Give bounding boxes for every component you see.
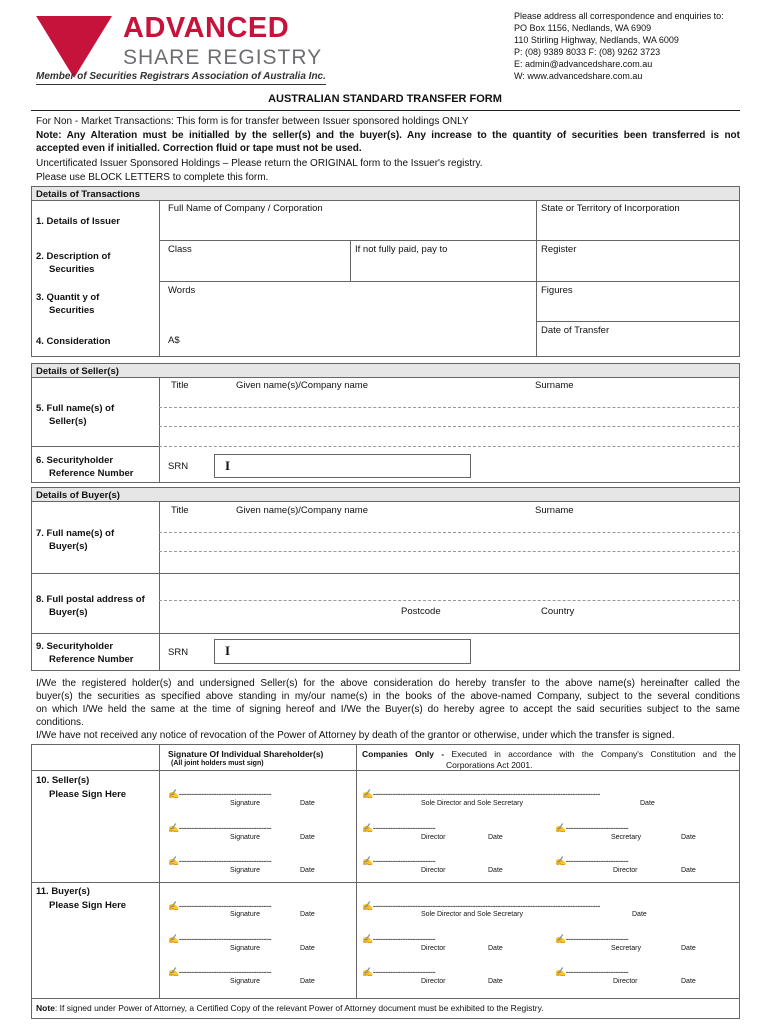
member-text: Member of Securities Registrars Association of Australia Inc. (36, 71, 326, 82)
date-caption: Date (681, 945, 696, 952)
seller-given-col: Given name(s)/Company name (236, 380, 368, 391)
declaration-line: buyer(s) the securities as specified above standing in my/our name(s) in the books of the above-named Company, subject to the several conditions (36, 691, 740, 702)
note-bold: Note (36, 1003, 55, 1013)
divider (31, 770, 740, 771)
state-field[interactable]: State or Territory of Incorporation (541, 203, 680, 214)
signature-line[interactable]: ✍------------------------------------- (168, 856, 272, 866)
seller-sign-label: Please Sign Here (49, 789, 127, 800)
seller-header (31, 363, 740, 378)
date-caption: Date (300, 911, 315, 918)
buyer-ref-label: 9. Securityholder (36, 641, 114, 652)
sole-caption: Sole Director and Sole Secretary (421, 800, 523, 807)
buyer-srn-input[interactable] (214, 639, 471, 664)
buyer-ref-label: Reference Number (49, 654, 134, 665)
country-field[interactable]: Country (541, 606, 575, 617)
signature-caption: Signature (230, 978, 260, 985)
signature-caption: Signature (230, 945, 260, 952)
signature-line[interactable]: ✍------------------------------------- (168, 823, 272, 833)
divider (159, 240, 740, 241)
figures-field[interactable]: Figures (541, 285, 573, 296)
director-caption: Director (421, 945, 446, 952)
company-signature-line[interactable]: ✍------------------------------------------------------------------------------------------- (362, 789, 600, 799)
declaration-line: I/We have not received any notice of revocation of the Power of Attorney by death of the grantor or otherwise, under which the transfer is signed. (36, 730, 675, 741)
director-caption: Director (421, 978, 446, 985)
divider (159, 377, 160, 483)
company-name-field[interactable]: Full Name of Company / Corporation (168, 203, 323, 214)
divider (31, 633, 740, 634)
paid-to-field[interactable]: If not fully paid, pay to (355, 244, 448, 255)
signature-caption: Signature (230, 867, 260, 874)
date-caption: Date (681, 867, 696, 874)
director-line[interactable]: ✍------------------------- (555, 967, 629, 977)
quantity-label: 3. Quantit y of (36, 292, 100, 303)
director-caption: Director (421, 834, 446, 841)
words-field[interactable]: Words (168, 285, 196, 296)
divider (31, 573, 740, 574)
buyer-name-label: 7. Full name(s) of (36, 528, 115, 539)
divider (536, 321, 740, 322)
intro-line: Please use BLOCK LETTERS to complete this form. (36, 172, 269, 183)
divider (350, 240, 351, 281)
signature-caption: Signature (230, 834, 260, 841)
date-caption: Date (300, 945, 315, 952)
seller-name-line[interactable] (159, 426, 740, 427)
buyer-sign-label: Please Sign Here (49, 900, 127, 911)
buyer-header-text: Details of Buyer(s) (36, 490, 120, 501)
director-caption: Director (613, 978, 638, 985)
seller-name-label: 5. Full name(s) of (36, 403, 115, 414)
srn-prefix: I (225, 458, 231, 473)
divider (31, 446, 159, 447)
company-signature-line[interactable]: ✍------------------------------------------------------------------------------------------- (362, 901, 600, 911)
buyer-header (31, 487, 740, 502)
divider (159, 744, 160, 999)
signature-line[interactable]: ✍------------------------------------- (168, 967, 272, 977)
class-field[interactable]: Class (168, 244, 192, 255)
buyer-address-label: Buyer(s) (49, 607, 88, 618)
divider (31, 998, 740, 999)
transactions-box (31, 200, 740, 357)
buyer-title-col: Title (171, 505, 189, 516)
register-field[interactable]: Register (541, 244, 577, 255)
date-caption: Date (488, 834, 503, 841)
contact-email[interactable]: E: admin@advancedshare.com.au (514, 59, 653, 69)
companies-bold: Companies Only - (362, 749, 445, 759)
intro-line: For Non - Market Transactions: This form is for transfer between Issuer sponsored holdings ONLY (36, 116, 469, 127)
intro-note: accepted even if initialled. Correction fluid or tape must not be used. (36, 143, 362, 154)
seller-srn-input[interactable] (214, 454, 471, 478)
buyer-address-label: 8. Full postal address of (36, 594, 145, 605)
date-caption: Date (632, 911, 647, 918)
secretary-caption: Secretary (611, 834, 641, 841)
date-caption: Date (300, 867, 315, 874)
date-caption: Date (488, 978, 503, 985)
date-caption: Date (681, 978, 696, 985)
postcode-field[interactable]: Postcode (401, 606, 441, 617)
divider (536, 200, 537, 357)
buyer-surname-col: Surname (535, 505, 574, 516)
signature-line[interactable]: ✍------------------------------------- (168, 934, 272, 944)
contact-block (514, 10, 724, 82)
transactions-header (31, 186, 740, 201)
buyer-sign-label: 11. Buyer(s) (36, 886, 90, 897)
companies-heading-l2: Corporations Act 2001. (446, 760, 533, 770)
consideration-label: 4. Consideration (36, 336, 111, 347)
seller-surname-col: Surname (535, 380, 574, 391)
director-caption: Director (613, 867, 638, 874)
date-caption: Date (640, 800, 655, 807)
contact-web[interactable]: W: www.advancedshare.com.au (514, 71, 643, 81)
companies-heading (362, 749, 736, 759)
seller-srn-label: SRN (168, 461, 189, 472)
contact-line: 110 Stirling Highway, Nedlands, WA 6009 (514, 35, 679, 45)
divider (159, 281, 740, 282)
contact-line: P: (08) 9389 8033 F: (08) 9262 3723 (514, 47, 661, 57)
logo-triangle-icon (36, 16, 112, 78)
buyer-name-line[interactable] (159, 551, 740, 552)
date-caption: Date (488, 867, 503, 874)
member-underline (36, 84, 326, 85)
consideration-field[interactable]: A$ (168, 335, 180, 346)
brand-name: ADVANCED (123, 12, 290, 44)
seller-title-col: Title (171, 380, 189, 391)
date-caption: Date (300, 978, 315, 985)
seller-header-text: Details of Seller(s) (36, 366, 119, 377)
intro-line: Uncertificated Issuer Sponsored Holdings – Please return the ORIGINAL form to the Issuer's registry. (36, 158, 483, 169)
signature-caption: Signature (230, 800, 260, 807)
divider (159, 200, 160, 357)
sole-caption: Sole Director and Sole Secretary (421, 911, 523, 918)
description-label: 2. Description of (36, 251, 111, 262)
seller-sign-label: 10. Seller(s) (36, 775, 90, 786)
date-caption: Date (300, 834, 315, 841)
declaration-line: I/We the registered holder(s) and undersigned Seller(s) for the above consideration do hereby transfer to the above name(s) hereinafter called the (36, 678, 740, 689)
signature-line[interactable]: ✍------------------------------------- (168, 901, 272, 911)
srn-prefix: I (225, 643, 231, 658)
indiv-sign-sub: (All joint holders must sign) (171, 760, 264, 767)
intro-note: Note: Any Alteration must be initialled by the seller(s) and the buyer(s). Any increase to the quantity of securities been transferred is not (36, 130, 740, 141)
director-caption: Director (421, 867, 446, 874)
buyer-address-line[interactable] (159, 600, 740, 601)
secretary-line[interactable]: ✍------------------------- (555, 934, 629, 944)
note-text: : If signed under Power of Attorney, a Certified Copy of the relevant Power of Attorney document must be exhibited to the Registry. (54, 1003, 544, 1013)
indiv-sign-heading: Signature Of Individual Shareholder(s) (168, 749, 324, 759)
buyer-given-col: Given name(s)/Company name (236, 505, 368, 516)
date-caption: Date (488, 945, 503, 952)
footer-note (36, 1003, 544, 1013)
buyer-srn-label: SRN (168, 647, 189, 658)
seller-name-line[interactable] (159, 446, 740, 447)
declaration-line: on which I/We held the same at the time of signing hereof and I/We the Buyer(s) do hereby agree to accept the said securities subject to the same (36, 704, 740, 715)
secretary-line[interactable]: ✍------------------------- (555, 823, 629, 833)
seller-ref-label: Reference Number (49, 468, 134, 479)
quantity-label: Securities (49, 305, 95, 316)
divider (159, 501, 160, 671)
contact-line: Please address all correspondence and enquiries to: (514, 11, 724, 21)
companies-rest: Executed in accordance with the Company's Constitution and the (444, 749, 736, 759)
form-title: AUSTRALIAN STANDARD TRANSFER FORM (268, 93, 502, 105)
issuer-label: 1. Details of Issuer (36, 216, 120, 227)
divider (356, 744, 357, 999)
buyer-name-line[interactable] (159, 532, 740, 533)
transactions-header-text: Details of Transactions (36, 189, 141, 200)
director-line[interactable]: ✍------------------------- (362, 967, 436, 977)
title-divider (31, 110, 740, 111)
seller-ref-label: 6. Securityholder (36, 455, 114, 466)
director-line[interactable]: ✍------------------------- (555, 856, 629, 866)
signature-line[interactable]: ✍------------------------------------- (168, 789, 272, 799)
seller-name-line[interactable] (159, 407, 740, 408)
secretary-caption: Secretary (611, 945, 641, 952)
declaration-line: conditions. (36, 717, 84, 728)
description-label: Securities (49, 264, 95, 275)
date-caption: Date (300, 800, 315, 807)
contact-line: PO Box 1156, Nedlands, WA 6909 (514, 23, 652, 33)
director-line[interactable]: ✍------------------------- (362, 856, 436, 866)
director-line[interactable]: ✍------------------------- (362, 823, 436, 833)
brand-subtitle: SHARE REGISTRY (123, 46, 323, 69)
date-caption: Date (681, 834, 696, 841)
date-transfer-field[interactable]: Date of Transfer (541, 325, 610, 336)
seller-name-label: Seller(s) (49, 416, 87, 427)
director-line[interactable]: ✍------------------------- (362, 934, 436, 944)
buyer-name-label: Buyer(s) (49, 541, 88, 552)
signature-caption: Signature (230, 911, 260, 918)
divider (31, 882, 740, 883)
